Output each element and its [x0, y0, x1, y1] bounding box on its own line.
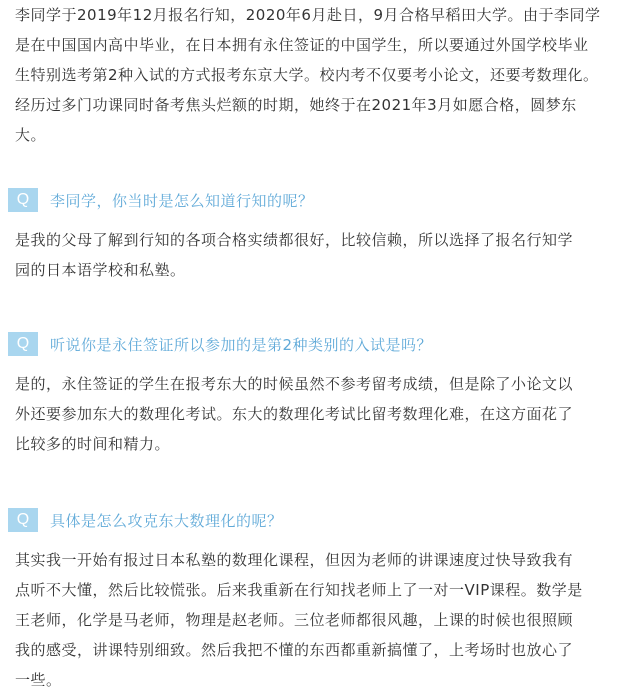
answer-line: 外还要参加东大的数理化考试。东大的数理化考试比留考数理化难，在这方面花了 [15, 405, 574, 423]
intro-line: 大。 [15, 126, 47, 144]
answer-line: 是我的父母了解到行知的各项合格实绩都很好，比较信赖，所以选择了报名行知学 [15, 231, 574, 249]
answer-line: 点听不大懂，然后比较慌张。后来我重新在行知找老师上了一对一VIP课程。数学是 [15, 581, 583, 599]
q-badge-icon: Q [8, 188, 38, 212]
q-badge-icon: Q [8, 508, 38, 532]
answer-line: 其实我一开始有报过日本私塾的数理化课程，但因为老师的讲课速度过快导致我有 [15, 551, 574, 569]
question-text: 李同学，你当时是怎么知道行知的呢？ [50, 191, 314, 210]
answer-line: 是的，永住签证的学生在报考东大的时候虽然不参考留考成绩，但是除了小论文以 [15, 375, 574, 393]
answer-paragraph [15, 225, 613, 285]
question-text: 听说你是永住签证所以参加的是第2种类别的入试是吗？ [50, 335, 433, 354]
answer-paragraph [15, 369, 613, 459]
question-heading [8, 507, 608, 533]
intro-line: 是在中国国内高中毕业，在日本拥有永住签证的中国学生，所以要通过外国学校毕业 [15, 36, 589, 54]
answer-line: 我的感受，讲课特别细致。然后我把不懂的东西都重新搞懂了，上考场时也放心了 [15, 641, 574, 659]
answer-line: 比较多的时间和精力。 [15, 435, 171, 453]
answer-paragraph [15, 545, 613, 695]
intro-line: 经历过多门功课同时备考焦头烂额的时期，她终于在2021年3月如愿合格，圆梦东 [15, 96, 577, 114]
q-badge-icon: Q [8, 332, 38, 356]
intro-line: 生特别选考第2种入试的方式报考东京大学。校内考不仅要考小论文，还要考数理化。 [15, 66, 599, 84]
intro-paragraph [15, 0, 613, 150]
question-heading [8, 331, 608, 357]
answer-line: 园的日本语学校和私塾。 [15, 261, 186, 279]
question-heading [8, 187, 608, 213]
question-text: 具体是怎么攻克东大数理化的呢？ [50, 511, 283, 530]
intro-line: 李同学于2019年12月报名行知，2020年6月赴日，9月合格早稻田大学。由于李同学 [15, 6, 601, 24]
answer-line: 王老师，化学是马老师，物理是赵老师。三位老师都很风趣，上课的时候也很照顾 [15, 611, 574, 629]
answer-line: 一些。 [15, 671, 62, 689]
